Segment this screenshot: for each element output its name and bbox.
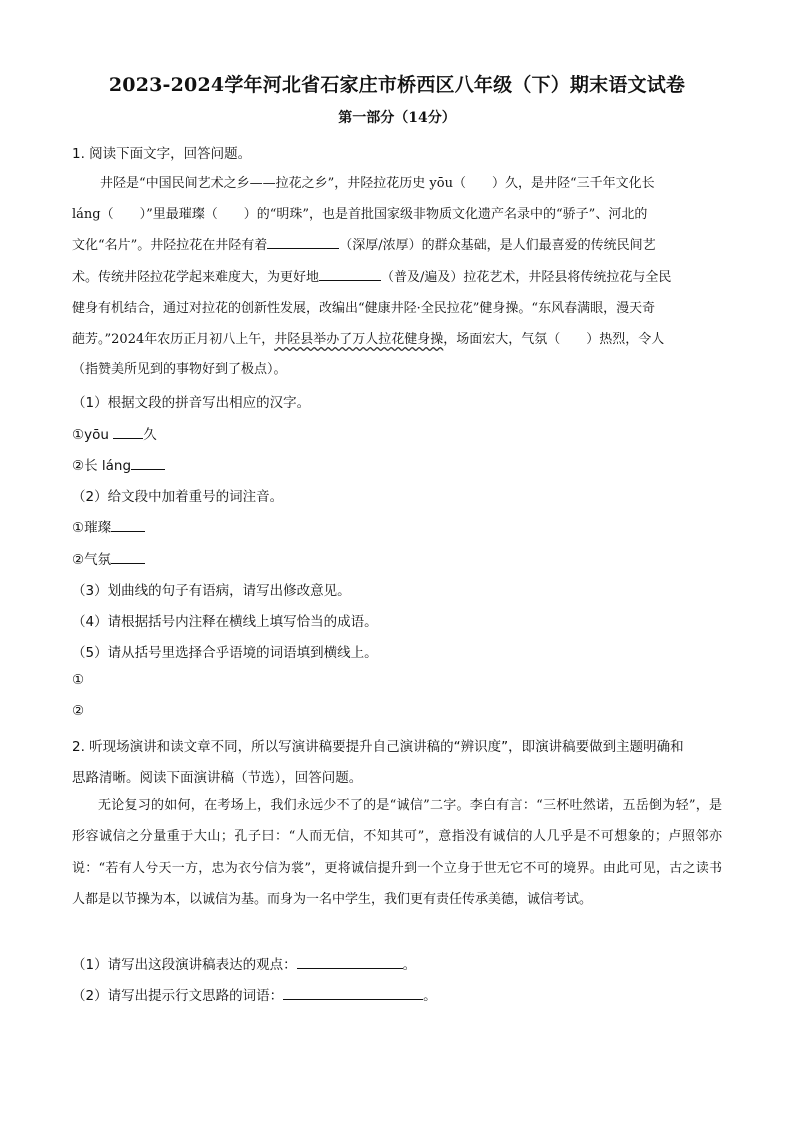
passage-text: 文化“名片”。井陉拉花在井陉有着: [72, 238, 268, 253]
sub-question-5: （5）请从括号里选择合乎语境的词语填到横线上。: [72, 645, 378, 661]
q2-sub-question-2: [72, 984, 437, 1004]
sub-answer-2b: [72, 548, 145, 568]
question-end: 。: [423, 988, 437, 1004]
passage-line-4: [72, 266, 671, 285]
fill-blank-1[interactable]: [267, 236, 339, 249]
question-1-heading: 1. 阅读下面文字，回答问题。: [72, 146, 252, 162]
sub-answer-2a: [72, 516, 145, 536]
passage-text: 术。传统井陉拉花学起来难度大，为更好地: [72, 270, 320, 285]
passage-line-1: 井陉是“中国民间艺术之乡——拉花之乡”，井陉拉花历史 yōu（ ）久，是井陉“三千年文化长: [100, 176, 655, 191]
exam-title: 2023-2024学年河北省石家庄市桥西区八年级（下）期末语文试卷: [108, 74, 686, 96]
sub-answer-5b: ②: [72, 703, 85, 719]
answer-blank[interactable]: [111, 551, 145, 564]
answer-prompt: ②长 láng: [72, 458, 132, 474]
question-2-heading-line-1: 2. 听现场演讲和读文章不同，所以写演讲稿要提升自己演讲稿的“辨识度”，即演讲稿要做到主题明确和: [72, 739, 684, 755]
answer-blank[interactable]: [131, 457, 165, 470]
passage-line-3: [72, 234, 656, 253]
answer-blank[interactable]: [283, 987, 423, 1000]
section-heading: 第一部分（14分）: [338, 110, 456, 126]
answer-blank[interactable]: [113, 426, 143, 439]
passage-text: ，场面宏大，气氛（ ）热烈，令人: [443, 332, 665, 347]
sub-question-1: （1）根据文段的拼音写出相应的汉字。: [72, 395, 311, 411]
answer-suffix: 久: [143, 427, 157, 443]
speech-passage: 无论复习的如何，在考场上，我们永远少不了的是“诚信”二字。李白有言：“三杯吐然诺，五岳倒为轻”，是形容诚信之分量重于大山；孔子曰：“人而无信，不知其可”，意指没有诚信的人几乎是不可想象的；卢照邻亦说：“若有人兮天一方，忠为衣兮信为裳”，更将诚信提升到一个立身于世无它不可的境界。由此可见，古之读书人都是以节操为本，以诚信为基。而身为一名中学生，我们更有责任传承美德，诚信考试。: [72, 798, 722, 908]
sub-answer-1a: [72, 423, 157, 443]
wavy-underlined-sentence: 井陉县举办了万人拉花健身操: [274, 332, 444, 347]
answer-blank[interactable]: [111, 519, 145, 532]
sub-answer-1b: [72, 454, 165, 474]
passage-line-5: 健身有机结合，通过对拉花的创新性发展，改编出“健康井陉·全民拉花”健身操。“东风春满眼，漫天奇: [72, 301, 656, 316]
sub-question-4: （4）请根据括号内注释在横线上填写恰当的成语。: [72, 614, 378, 630]
question-2-heading-line-2: 思路清晰。阅读下面演讲稿（节选），回答问题。: [72, 770, 363, 786]
passage-text: 葩芳。”2024年农历正月初八上午，: [72, 332, 275, 347]
answer-prompt: ②气氛: [72, 552, 112, 568]
sub-question-3: （3）划曲线的句子有语病，请写出修改意见。: [72, 583, 351, 599]
sub-answer-5a: ①: [72, 672, 85, 688]
question-text: （1）请写出这段演讲稿表达的观点：: [72, 957, 297, 973]
question-text: （2）请写出提示行文思路的词语：: [72, 988, 284, 1004]
passage-text: （深厚/浓厚）的群众基础，是人们最喜爱的传统民间艺: [339, 238, 656, 253]
q2-sub-question-1: [72, 953, 416, 973]
sub-question-2: （2）给文段中加着重号的词注音。: [72, 489, 284, 505]
passage-line-6: [72, 328, 664, 347]
answer-prompt: ①yōu: [72, 427, 114, 443]
question-end: 。: [402, 957, 417, 973]
passage-text: （普及/遍及）拉花艺术，井陉县将传统拉花与全民: [381, 270, 672, 285]
passage-line-7: （指赞美所见到的事物好到了极点）。: [72, 362, 287, 377]
answer-prompt: ①璀璨: [72, 520, 112, 536]
passage-line-2: láng（ ）”里最璀璨（ ）的“明珠”，也是首批国家级非物质文化遗产名录中的“骄子”、河北的: [72, 207, 648, 222]
answer-blank[interactable]: [297, 956, 403, 969]
fill-blank-2[interactable]: [319, 268, 381, 281]
